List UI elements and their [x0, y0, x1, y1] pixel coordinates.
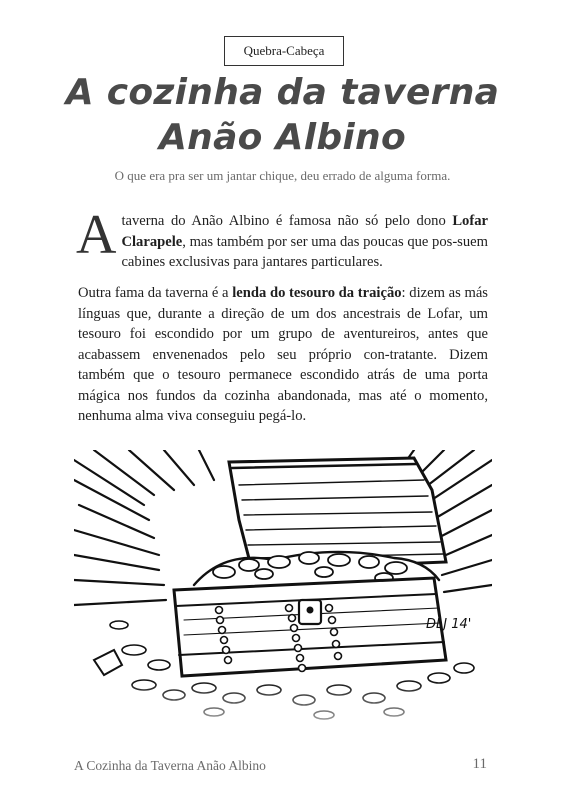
footer-page-number: 11 [472, 756, 487, 772]
text-run: : dizem as más línguas que, durante a direção de um dos ancestrais de Lofar, um tesouro foi escondido por um grupo de aventureiros, antes que acabassem envenenados pelo seu próprio con-tratante. Dizem também que o tesouro permanece escondido atrás de uma porta mágica nos fundos da cozinha abandonada, mas até o momento, nenhuma alma viva conseguiu pegá-lo. [78, 285, 488, 424]
bold-legend-name: lenda do tesouro da traição [232, 285, 402, 301]
page-title-line-1: A cozinha da taverna [65, 72, 500, 113]
artist-signature: DLJ 14' [426, 617, 472, 632]
drop-cap: A [76, 204, 117, 266]
section-tag-label: Quebra-Cabeça [243, 43, 325, 58]
bold-name-lofar: Lofar Clarapele [121, 213, 488, 250]
page-title-line-2: Anão Albino [158, 117, 407, 158]
treasure-chest-illustration [74, 450, 492, 750]
paragraph-intro [76, 204, 488, 273]
text-run: , mas também por ser uma das poucas que pos-suem cabines exclusivas para jantares particulares. [121, 233, 488, 270]
text-run: Outra fama da taverna é a [78, 285, 233, 301]
page-subtitle: O que era pra ser um jantar chique, deu errado de alguma forma. [114, 168, 451, 183]
paragraph-legend [78, 283, 488, 427]
text-run: taverna do Anão Albino é famosa não só pelo dono [121, 213, 453, 229]
footer-book-title: A Cozinha da Taverna Anão Albino [74, 758, 266, 773]
section-tag [224, 36, 344, 66]
